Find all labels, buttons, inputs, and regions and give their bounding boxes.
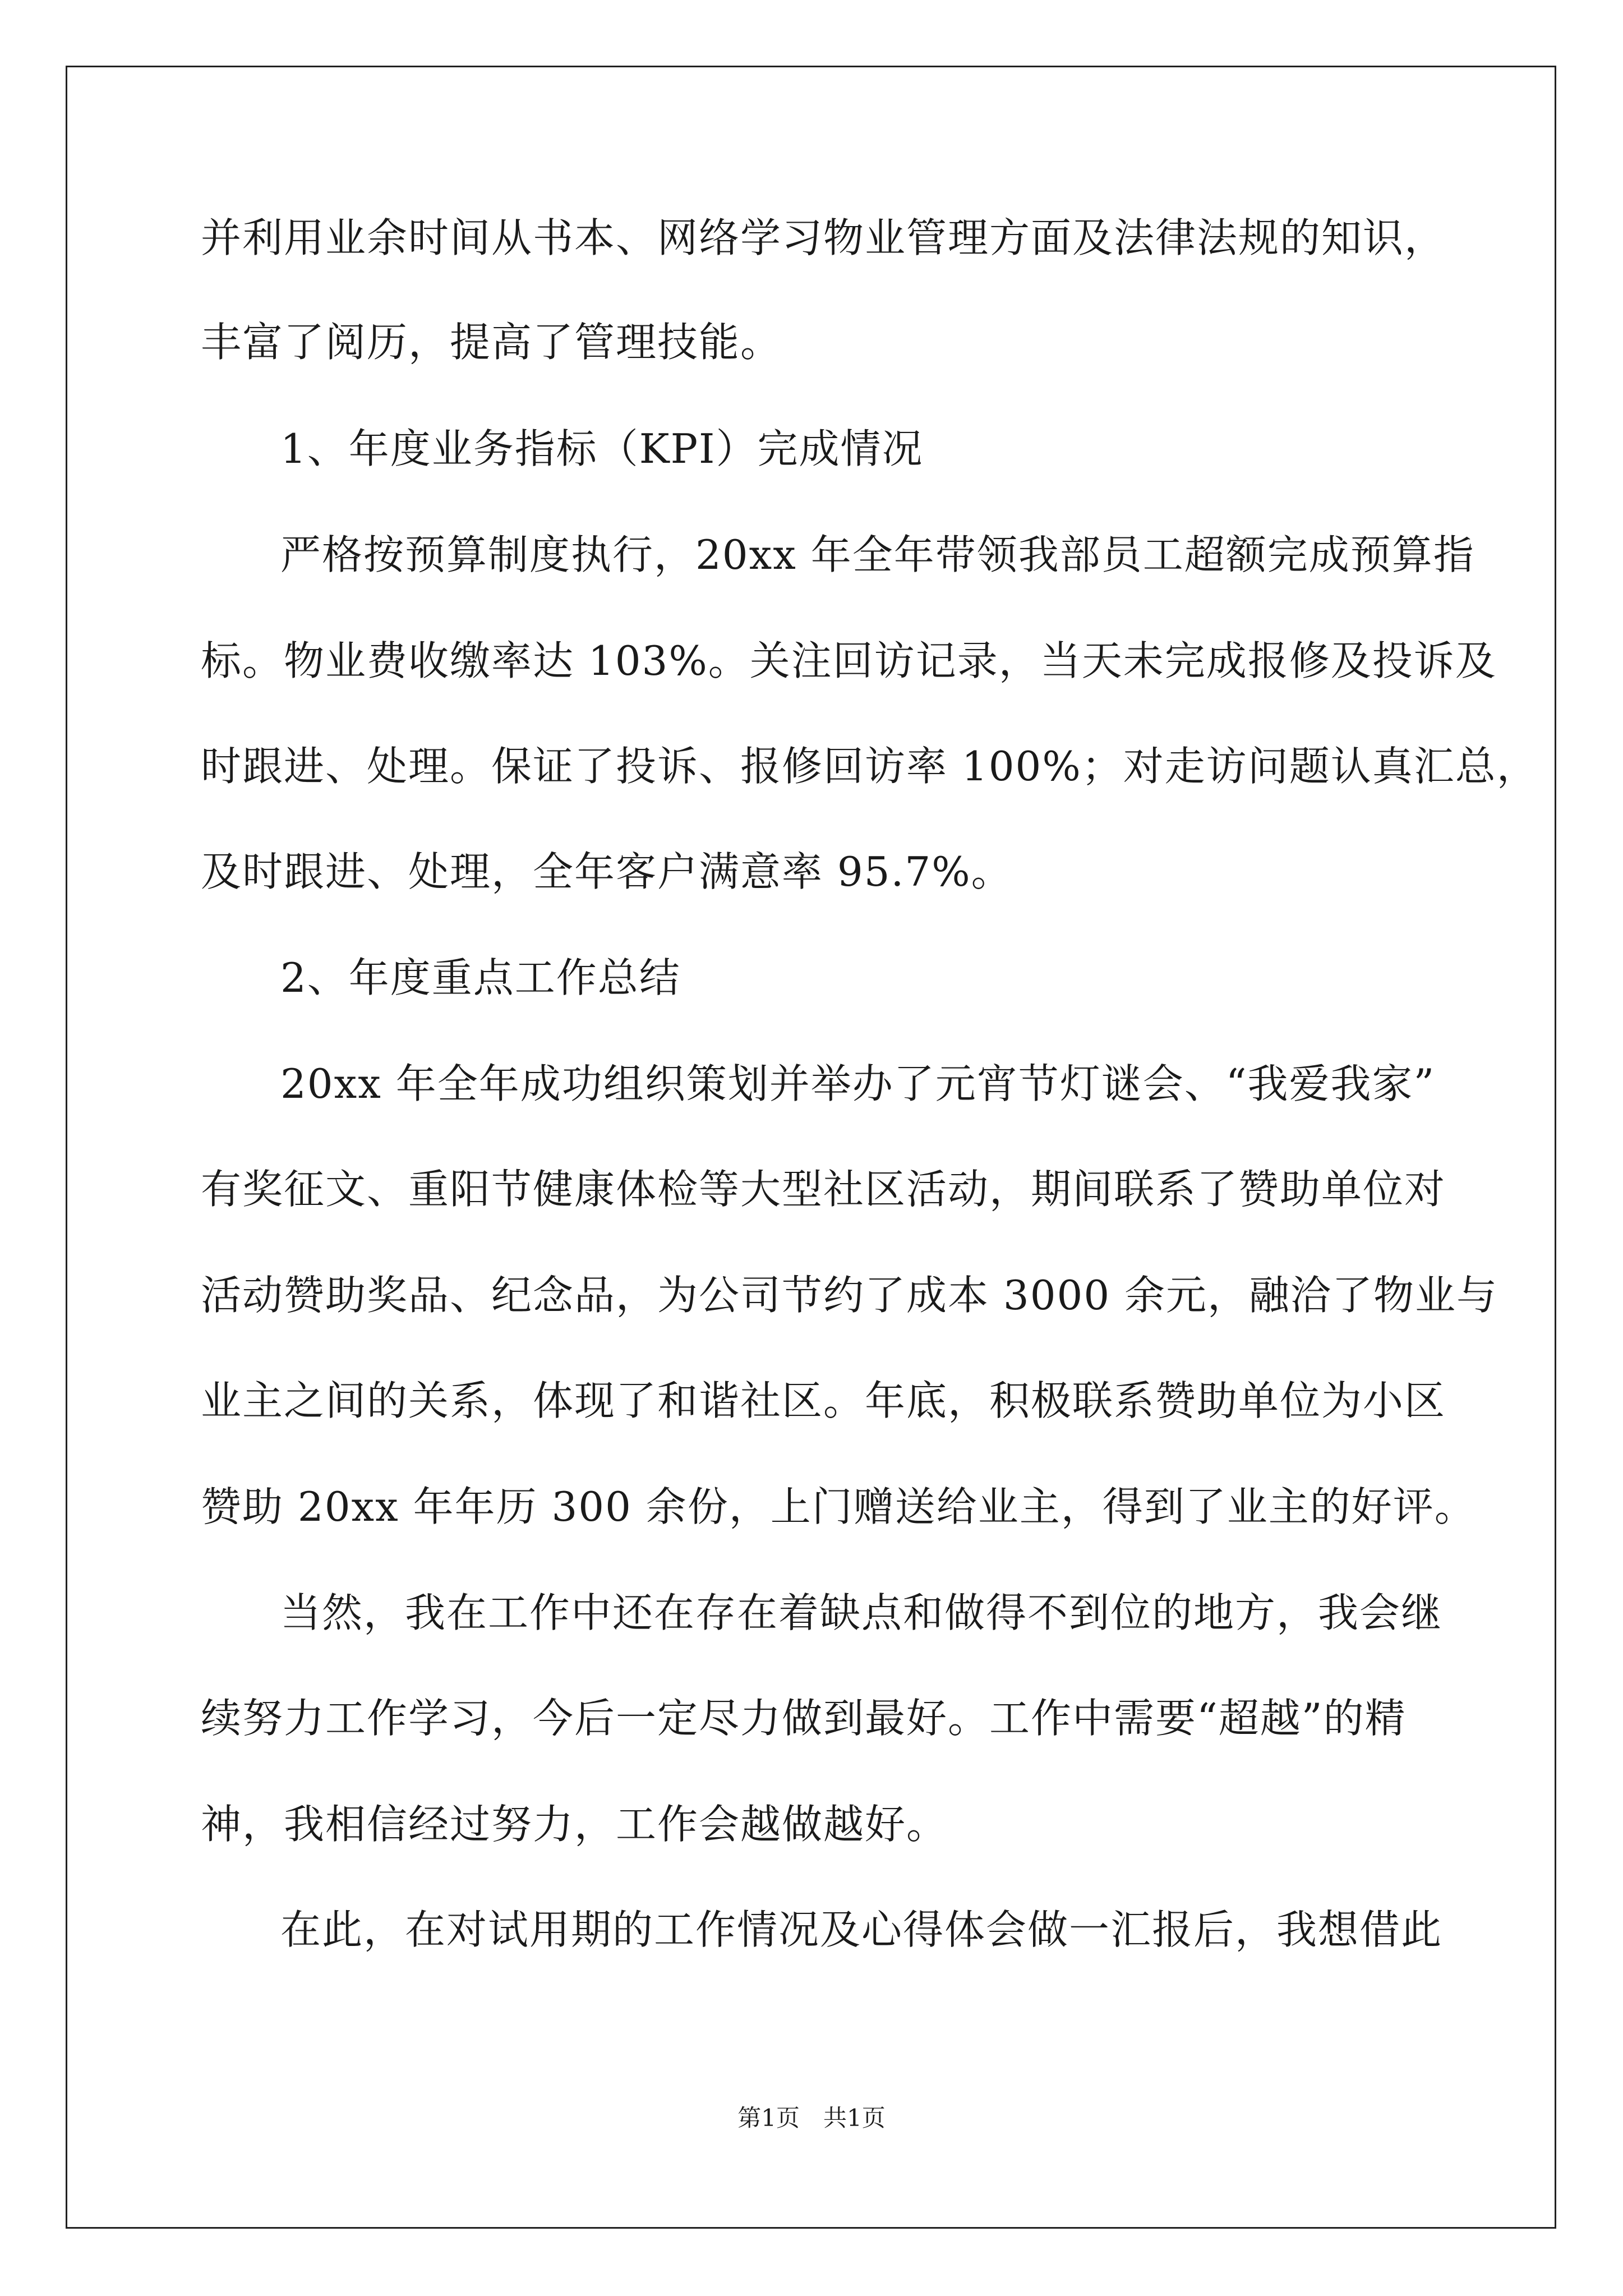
section-heading-summary: 2、年度重点工作总结 xyxy=(280,954,681,1001)
text-line: 业主之间的关系，体现了和谐社区。年底，积极联系赞助单位为小区 xyxy=(201,1377,1446,1424)
page-number-footer: 第1页 共1页 xyxy=(737,2104,886,2132)
text-line: 当然，我在工作中还在存在着缺点和做得不到位的地方，我会继 xyxy=(280,1589,1443,1636)
text-line: 续努力工作学习，今后一定尽力做到最好。工作中需要“超越”的精 xyxy=(201,1695,1407,1742)
text-line: 神，我相信经过努力，工作会越做越好。 xyxy=(201,1801,948,1848)
text-line: 20xx 年全年成功组织策划并举办了元宵节灯谜会、“我爱我家” xyxy=(280,1060,1436,1107)
text-line: 严格按预算制度执行，20xx 年全年带领我部员工超额完成预算指 xyxy=(280,531,1475,578)
text-line: 并利用业余时间从书本、网络学习物业管理方面及法律法规的知识， xyxy=(201,214,1446,261)
section-heading-kpi: 1、年度业务指标（KPI）完成情况 xyxy=(280,425,924,472)
text-line: 赞助 20xx 年年历 300 余份，上门赠送给业主，得到了业主的好评。 xyxy=(201,1483,1476,1530)
text-line: 有奖征文、重阳节健康体检等大型社区活动，期间联系了赞助单位对 xyxy=(201,1166,1446,1213)
text-line: 及时跟进、处理，全年客户满意率 95.7%。 xyxy=(201,848,1013,895)
text-line: 丰富了阅历，提高了管理技能。 xyxy=(201,319,782,366)
text-line: 活动赞助奖品、纪念品，为公司节约了成本 3000 余元，融洽了物业与 xyxy=(201,1272,1498,1319)
text-line: 在此，在对试用期的工作情况及心得体会做一汇报后，我想借此 xyxy=(280,1906,1443,1953)
text-line: 时跟进、处理。保证了投诉、报修回访率 100%；对走访问题认真汇总， xyxy=(201,743,1538,790)
text-line: 标。物业费收缴率达 103%。关注回访记录，当天未完成报修及投诉及 xyxy=(201,637,1497,684)
